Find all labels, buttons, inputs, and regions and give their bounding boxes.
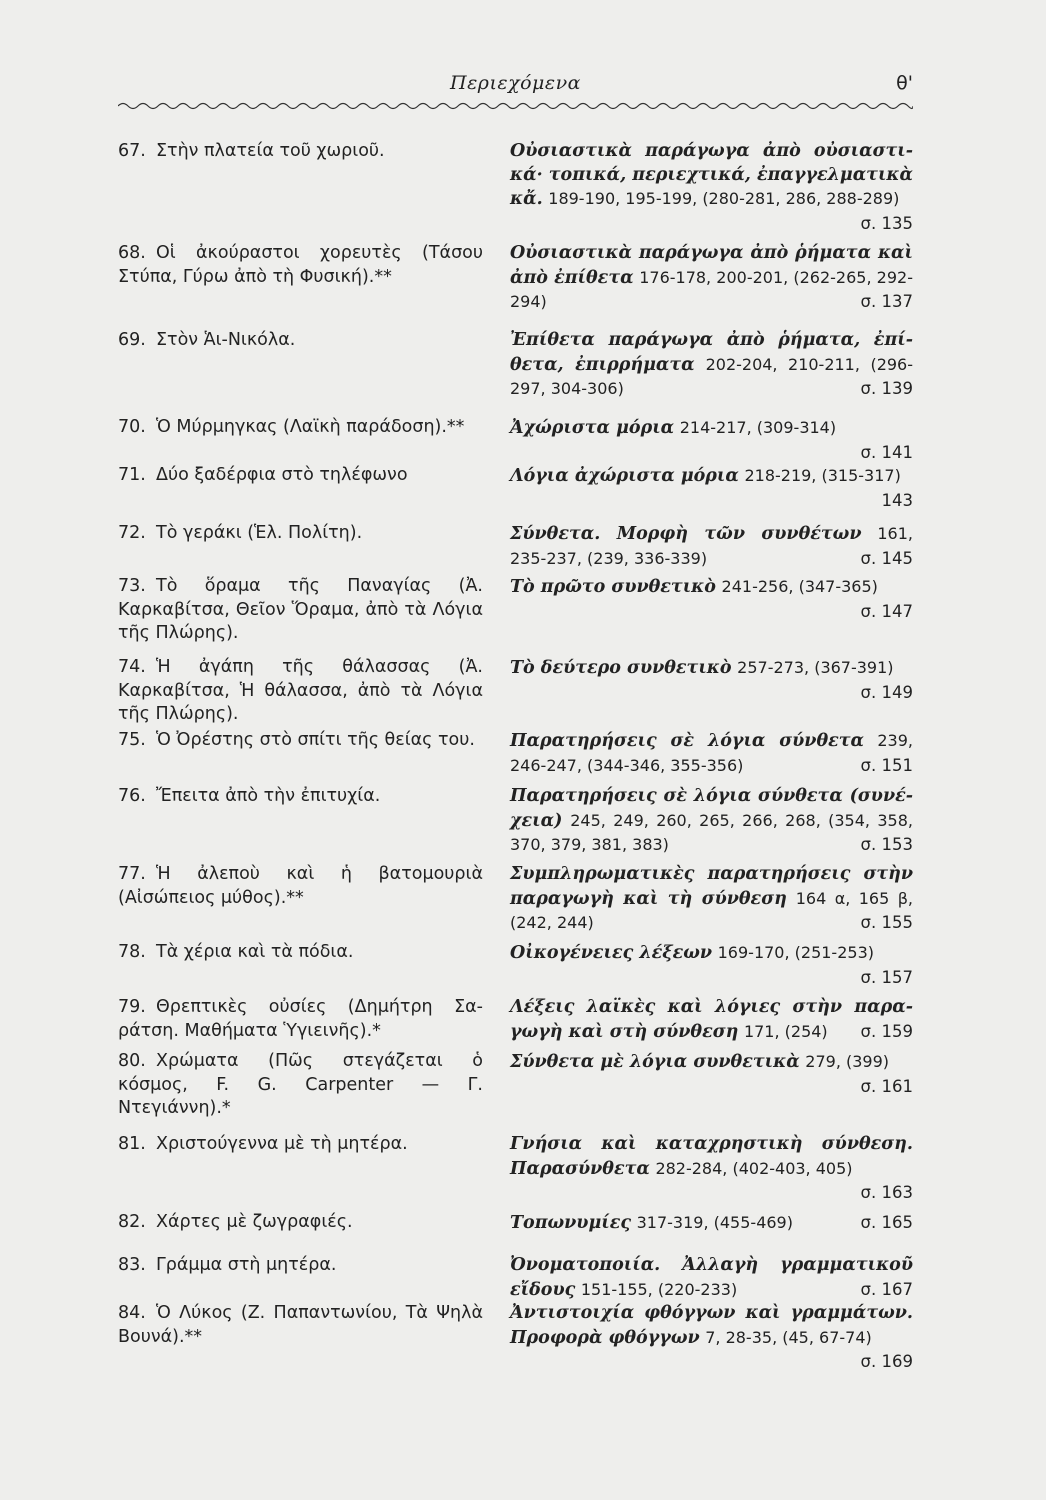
topic-label: Σύνθετα. Μορφὴ τῶν συνθέτων bbox=[510, 524, 862, 544]
topic-label: Ἀχώριστα μόρια bbox=[510, 418, 675, 438]
grammar-topic bbox=[510, 863, 913, 936]
topic-pages: 282-284, (402-403, 405) bbox=[655, 1158, 853, 1178]
entry-number: 75. bbox=[118, 730, 146, 750]
entry-number: 67. bbox=[118, 141, 146, 161]
page-ref: σ. 167 bbox=[860, 1279, 913, 1299]
topic-pages: 161, 235-237, (239, 336-339) bbox=[510, 524, 913, 568]
entry-number: 81. bbox=[118, 1134, 146, 1154]
lesson-title bbox=[118, 1211, 483, 1235]
topic-pages: 317-319, (455-469) bbox=[636, 1213, 793, 1232]
entry-title: Ὁ Μύρμηγκας (Λαϊκὴ παράδοση).** bbox=[156, 417, 465, 437]
topic-label: Τὸ πρῶτο συνθετικὸ bbox=[510, 577, 716, 597]
topic-label: Ἀντιστοιχία φθόγγων καὶ γραμμάτων. Προφορὰ φθόγγων bbox=[510, 1303, 913, 1348]
lesson-title bbox=[118, 656, 483, 727]
entry-title: Στὸν Ἁι-Νικόλα. bbox=[156, 330, 296, 350]
grammar-topic bbox=[510, 1254, 913, 1302]
topic-pages: 257-273, (367-391) bbox=[737, 658, 894, 677]
entry-number: 73. bbox=[118, 576, 146, 596]
page-ref: σ. 161 bbox=[860, 1076, 913, 1096]
page-ref: σ. 153 bbox=[860, 835, 913, 854]
grammar-topic bbox=[510, 416, 913, 464]
page-ref: σ. 157 bbox=[860, 967, 913, 987]
entry-title: Γράμμα στὴ μητέρα. bbox=[156, 1255, 337, 1275]
lesson-title bbox=[118, 1254, 483, 1278]
entry-title: Ὁ Λύκος (Ζ. Παπαντωνίου, Τὰ Ψηλὰ Βουνά).** bbox=[118, 1303, 483, 1347]
entry-title: Οἱ ἀκούραστοι χορευτὲς (Τάσου Στύπα, Γύρω ἀπὸ τὴ Φυσική).** bbox=[118, 243, 483, 287]
page-number: θ' bbox=[896, 72, 913, 94]
page-ref: σ. 163 bbox=[860, 1183, 913, 1202]
page-ref: σ. 149 bbox=[860, 682, 913, 702]
lesson-title bbox=[118, 863, 483, 910]
page-ref: σ. 155 bbox=[860, 913, 913, 932]
topic-pages: 189-190, 195-199, (280-281, 286, 288-289) bbox=[548, 189, 900, 208]
entry-number: 71. bbox=[118, 465, 146, 485]
topic-pages: 214-217, (309-314) bbox=[679, 418, 837, 437]
entry-number: 70. bbox=[118, 417, 146, 437]
lesson-title bbox=[118, 464, 483, 488]
lesson-title bbox=[118, 941, 483, 965]
topic-pages: 164 α, 165 β, (242, 244) bbox=[510, 888, 913, 932]
page-ref: σ. 169 bbox=[860, 1352, 913, 1371]
topic-label: Τοπωνυμίες bbox=[510, 1213, 632, 1233]
topic-label: Ὀνοματοποιία. Ἀλλαγὴ γραμματικοῦ εἴδους bbox=[510, 1255, 913, 1300]
topic-pages: 7, 28-35, (45, 67-74) bbox=[705, 1327, 872, 1347]
grammar-topic bbox=[510, 522, 913, 571]
page-ref: σ. 147 bbox=[860, 601, 913, 621]
page-ref: σ. 151 bbox=[860, 755, 913, 775]
lesson-title bbox=[118, 522, 483, 546]
entry-number: 74. bbox=[118, 657, 146, 677]
topic-pages: 151-155, (220-233) bbox=[580, 1279, 738, 1299]
grammar-topic bbox=[510, 785, 913, 858]
entry-number: 84. bbox=[118, 1303, 146, 1323]
entry-title: Τὸ ὅραμα τῆς Παναγίας (Ἀ. Καρκαβίτσα, Θεῖον Ὅραμα, ἀπὸ τὰ Λόγια τῆς Πλώρης). bbox=[118, 576, 483, 643]
decorative-wavy-rule bbox=[118, 100, 913, 112]
page-ref: σ. 159 bbox=[860, 1021, 913, 1041]
entry-title: Ὁ Ὀρέστης στὸ σπίτι τῆς θείας του. bbox=[156, 730, 475, 750]
page-ref: σ. 145 bbox=[860, 548, 913, 568]
entry-title: Τὸ γεράκι (Ἑλ. Πολίτη). bbox=[156, 523, 363, 543]
lesson-title bbox=[118, 785, 483, 809]
grammar-topic bbox=[510, 329, 913, 402]
entry-title: Χριστούγεννα μὲ τὴ μητέρα. bbox=[156, 1134, 408, 1154]
page-ref: σ. 139 bbox=[860, 379, 913, 398]
topic-label: Συμπληρωματικὲς παρατηρήσεις στὴν παραγωγὴ καὶ τὴ σύνθεση bbox=[510, 864, 913, 909]
topic-label: Τὸ δεύτερο συνθετικὸ bbox=[510, 658, 732, 678]
topic-pages: 239, 246-247, (344-346, 355-356) bbox=[510, 731, 913, 775]
topic-pages: 202-204, 210-211, (296-297, 304-306) bbox=[510, 354, 913, 398]
entry-title: Ἡ ἀλεποὺ καὶ ἡ βατομουριὰ (Αἰσώπειος μύθος).** bbox=[118, 864, 483, 908]
topic-pages: 245, 249, 260, 265, 266, 268, (354, 358, 370, 379, 381, 383) bbox=[510, 810, 913, 854]
page-ref: 143 bbox=[881, 490, 913, 510]
grammar-topic bbox=[510, 729, 913, 778]
topic-label: Λέξεις λαϊκὲς καὶ λόγιες στὴν παραγωγὴ καὶ στὴ σύνθεση bbox=[510, 997, 913, 1042]
lesson-title bbox=[118, 140, 483, 164]
topic-pages: 176-178, 200-201, (262-265, 292-294) bbox=[510, 267, 913, 311]
lesson-title bbox=[118, 416, 483, 440]
lesson-title bbox=[118, 729, 483, 753]
entry-title: Χρώματα (Πῶς στεγάζεται ὁ κόσμος, F. G. Carpenter — Γ. Ντεγιάννη).* bbox=[118, 1051, 483, 1118]
entry-number: 82. bbox=[118, 1212, 146, 1232]
running-title: Περιεχόμενα bbox=[450, 72, 581, 94]
topic-label: Ἐπίθετα παράγωγα ἀπὸ ῥήματα, ἐπίθετα, ἐπιρρήματα bbox=[510, 330, 913, 375]
entry-title: Δύο ξαδέρφια στὸ τηλέφωνο bbox=[156, 465, 408, 485]
entry-number: 83. bbox=[118, 1255, 146, 1275]
topic-label: Οἰκογένειες λέξεων bbox=[510, 943, 713, 963]
grammar-topic bbox=[510, 996, 913, 1044]
grammar-topic bbox=[510, 656, 913, 704]
entry-number: 76. bbox=[118, 786, 146, 806]
topic-label: Παρατηρήσεις σὲ λόγια σύνθετα bbox=[510, 731, 864, 751]
grammar-topic bbox=[510, 464, 913, 512]
entry-number: 79. bbox=[118, 997, 146, 1017]
grammar-topic bbox=[510, 941, 913, 989]
grammar-topic bbox=[510, 1302, 913, 1374]
topic-label: Παρατηρήσεις σὲ λόγια σύνθετα (συνέχεια) bbox=[510, 786, 913, 831]
lesson-title bbox=[118, 242, 483, 289]
entry-title: Ἔπειτα ἀπὸ τὴν ἐπιτυχία. bbox=[156, 786, 381, 806]
topic-label: Οὐσιαστικὰ παράγωγα ἀπὸ οὐσιαστικά· τοπικά, περιεχτικά, ἐπαγγελματικὰ κἄ. bbox=[510, 141, 914, 209]
entry-title: Θρεπτικὲς οὐσίες (Δημήτρη Σαράτση. Μαθήματα Ὑγιεινῆς).* bbox=[118, 997, 483, 1041]
topic-pages: 218-219, (315-317) bbox=[744, 466, 901, 485]
page-ref: σ. 137 bbox=[860, 292, 913, 311]
entry-title: Χάρτες μὲ ζωγραφιές. bbox=[156, 1212, 353, 1232]
topic-pages: 279, (399) bbox=[805, 1052, 890, 1071]
grammar-topic bbox=[510, 140, 913, 235]
entry-title: Στὴν πλατεία τοῦ χωριοῦ. bbox=[156, 141, 385, 161]
grammar-topic bbox=[510, 1050, 913, 1098]
topic-pages: 241-256, (347-365) bbox=[721, 577, 878, 596]
topic-label: Γνήσια καὶ καταχρηστικὴ σύνθεση. Παρασύνθετα bbox=[510, 1134, 913, 1179]
grammar-topic bbox=[510, 575, 913, 623]
entry-title: Τὰ χέρια καὶ τὰ πόδια. bbox=[156, 942, 354, 962]
entry-number: 78. bbox=[118, 942, 146, 962]
entry-number: 68. bbox=[118, 243, 146, 263]
topic-pages: 171, (254) bbox=[743, 1021, 828, 1041]
lesson-title bbox=[118, 1050, 483, 1121]
lesson-title bbox=[118, 1302, 483, 1349]
lesson-title bbox=[118, 1133, 483, 1157]
entry-title: Ἡ ἀγάπη τῆς θάλασσας (Ἀ. Καρκαβίτσα, Ἡ θάλασσα, ἀπὸ τὰ Λόγια τῆς Πλώρης). bbox=[118, 657, 483, 724]
grammar-topic bbox=[510, 242, 913, 315]
lesson-title bbox=[118, 996, 483, 1043]
topic-label: Οὐσιαστικὰ παράγωγα ἀπὸ ῥήματα καὶ ἀπὸ ἐπίθετα bbox=[510, 243, 913, 288]
page-ref: σ. 165 bbox=[860, 1213, 913, 1232]
grammar-topic bbox=[510, 1133, 913, 1205]
page-header bbox=[118, 72, 913, 102]
lesson-title bbox=[118, 329, 483, 353]
entry-number: 69. bbox=[118, 330, 146, 350]
topic-pages: 169-170, (251-253) bbox=[717, 943, 874, 962]
topic-label: Σύνθετα μὲ λόγια συνθετικὰ bbox=[510, 1052, 800, 1072]
entry-number: 77. bbox=[118, 864, 146, 884]
lesson-title bbox=[118, 575, 483, 646]
grammar-topic bbox=[510, 1211, 913, 1236]
entry-number: 80. bbox=[118, 1051, 146, 1071]
entry-number: 72. bbox=[118, 523, 146, 543]
topic-label: Λόγια ἀχώριστα μόρια bbox=[510, 466, 739, 486]
page-ref: σ. 141 bbox=[860, 442, 913, 462]
page-ref: σ. 135 bbox=[860, 213, 913, 233]
